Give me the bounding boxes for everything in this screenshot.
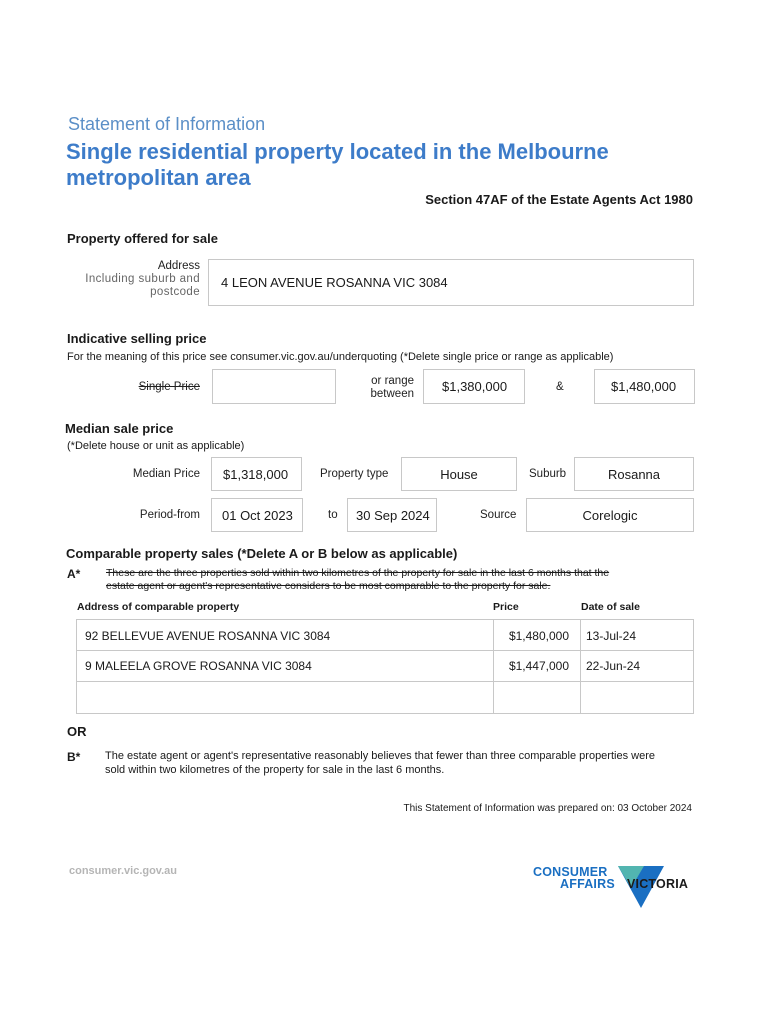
or-separator: OR <box>67 724 87 739</box>
property-type-label: Property type <box>320 468 389 480</box>
consumer-affairs-victoria-logo <box>530 862 700 912</box>
comparable-heading: Comparable property sales (*Delete A or B below as applicable) <box>66 546 458 561</box>
kicker-title: Statement of Information <box>68 114 266 134</box>
source-value: Corelogic <box>582 508 638 523</box>
suburb-value: Rosanna <box>607 467 661 482</box>
median-price-label: Median Price <box>132 468 200 480</box>
single-price-label: Single Price <box>138 381 200 393</box>
option-b-text-2: sold within two kilometres of the property for sale in the last 6 months. <box>105 764 445 776</box>
option-a-text-1: These are the three properties sold within two kilometres of the property for sale in the last 6 months that the <box>106 567 610 579</box>
page-title-line2: metropolitan area <box>66 165 251 190</box>
single-price-field[interactable] <box>212 369 336 404</box>
logo-text-victoria: VICTORIA <box>627 877 689 891</box>
option-a-marker: A* <box>67 567 81 581</box>
indicative-heading: Indicative selling price <box>67 331 207 346</box>
suburb-label: Suburb <box>529 468 567 480</box>
logo-text-consumer: CONSUMER <box>533 865 608 879</box>
median-heading: Median sale price <box>65 421 174 436</box>
act-reference: Section 47AF of the Estate Agents Act 1980 <box>425 192 693 207</box>
row1-price: $1,480,000 <box>508 629 569 643</box>
range-low-value: $1,380,000 <box>442 379 508 394</box>
median-note: (*Delete house or unit as applicable) <box>67 440 245 452</box>
col-header-address: Address of comparable property <box>77 601 240 613</box>
table-row <box>76 681 694 714</box>
range-label-1: or range <box>371 375 414 387</box>
option-b-text-1: The estate agent or agent's representative reasonably believes that fewer than three comparable properties were <box>105 750 655 762</box>
option-a-text-2: estate agent or agent's representative considers to be most comparable to the property for sale. <box>106 580 551 592</box>
col-header-price: Price <box>493 601 519 613</box>
page-title-line1: Single residential property located in the Melbourne <box>66 139 609 164</box>
range-ampersand: & <box>556 381 564 393</box>
address-label: Address <box>157 260 200 272</box>
period-to-value: 30 Sep 2024 <box>356 508 430 523</box>
footer-website[interactable]: consumer.vic.gov.au <box>69 865 178 877</box>
suburb-field[interactable] <box>574 457 694 491</box>
property-heading: Property offered for sale <box>67 231 218 246</box>
address-sublabel-1: Including suburb and <box>85 273 200 285</box>
row2-date: 22-Jun-24 <box>586 659 641 673</box>
address-value: 4 LEON AVENUE ROSANNA VIC 3084 <box>221 275 448 290</box>
source-field[interactable] <box>526 498 694 532</box>
option-b-marker: B* <box>67 750 81 764</box>
median-price-field[interactable] <box>211 457 302 491</box>
range-high-value: $1,480,000 <box>611 379 677 394</box>
median-price-value: $1,318,000 <box>223 467 289 482</box>
row2-price: $1,447,000 <box>508 659 569 673</box>
property-type-field[interactable] <box>401 457 517 491</box>
period-from-field[interactable] <box>211 498 303 532</box>
table-divider-2 <box>580 619 581 714</box>
period-from-label: Period-from <box>139 509 200 521</box>
source-label: Source <box>480 509 517 521</box>
prepared-date: This Statement of Information was prepared on: 03 October 2024 <box>403 803 692 814</box>
address-sublabel-2: postcode <box>150 286 200 298</box>
table-divider-1 <box>493 619 494 714</box>
period-from-value: 01 Oct 2023 <box>222 508 293 523</box>
col-header-date: Date of sale <box>581 601 640 613</box>
address-field[interactable] <box>208 259 694 306</box>
row1-address: 92 BELLEVUE AVENUE ROSANNA VIC 3084 <box>85 629 331 643</box>
indicative-note: For the meaning of this price see consumer.vic.gov.au/underquoting (*Delete single price or range as applicable) <box>67 351 614 363</box>
row2-address: 9 MALEELA GROVE ROSANNA VIC 3084 <box>85 659 312 673</box>
range-high-field[interactable] <box>594 369 695 404</box>
to-label: to <box>328 509 338 521</box>
period-to-field[interactable] <box>347 498 437 532</box>
logo-text-affairs: AFFAIRS <box>560 877 615 891</box>
range-label-2: between <box>370 388 414 400</box>
property-type-value: House <box>440 467 478 482</box>
row1-date: 13-Jul-24 <box>586 629 637 643</box>
range-low-field[interactable] <box>423 369 525 404</box>
